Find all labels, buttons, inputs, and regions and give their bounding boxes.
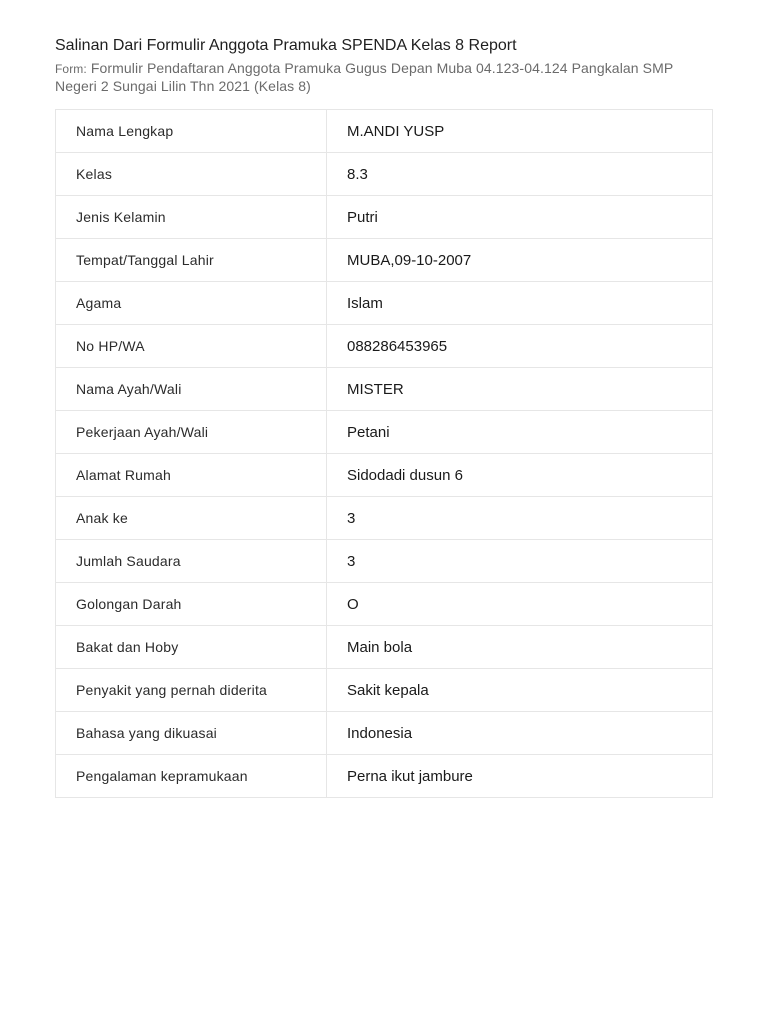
- report-title: Salinan Dari Formulir Anggota Pramuka SPENDA Kelas 8 Report: [55, 37, 517, 54]
- table-row: [56, 239, 713, 282]
- field-label: Nama Lengkap: [56, 110, 327, 153]
- table-row: [56, 583, 713, 626]
- field-value: 3: [327, 497, 713, 540]
- table-row: [56, 153, 713, 196]
- table-row: [56, 497, 713, 540]
- form-subtitle: [55, 60, 713, 95]
- report-page: [55, 36, 713, 798]
- table-row: [56, 626, 713, 669]
- field-label: Alamat Rumah: [56, 454, 327, 497]
- field-value: Sidodadi dusun 6: [327, 454, 713, 497]
- table-row: [56, 755, 713, 798]
- table-row: [56, 411, 713, 454]
- field-value: Islam: [327, 282, 713, 325]
- table-row: [56, 282, 713, 325]
- form-name: Formulir Pendaftaran Anggota Pramuka Gugus Depan Muba 04.123-04.124 Pangkalan SMP Negeri 2 Sungai Lilin Thn 2021 (Kelas 8): [55, 60, 674, 94]
- field-value: Main bola: [327, 626, 713, 669]
- field-label: Bahasa yang dikuasai: [56, 712, 327, 755]
- field-value: 8.3: [327, 153, 713, 196]
- field-value: 088286453965: [327, 325, 713, 368]
- table-row: [56, 540, 713, 583]
- field-value: O: [327, 583, 713, 626]
- table-row: [56, 368, 713, 411]
- field-label: Kelas: [56, 153, 327, 196]
- field-label: Jenis Kelamin: [56, 196, 327, 239]
- field-label: Golongan Darah: [56, 583, 327, 626]
- table-row: [56, 712, 713, 755]
- field-label: Nama Ayah/Wali: [56, 368, 327, 411]
- field-label: Jumlah Saudara: [56, 540, 327, 583]
- field-label: No HP/WA: [56, 325, 327, 368]
- table-row: [56, 454, 713, 497]
- field-label: Bakat dan Hoby: [56, 626, 327, 669]
- field-label: Anak ke: [56, 497, 327, 540]
- field-value: Indonesia: [327, 712, 713, 755]
- table-row: [56, 110, 713, 153]
- field-value: Putri: [327, 196, 713, 239]
- field-label: Penyakit yang pernah diderita: [56, 669, 327, 712]
- form-label: Form:: [55, 62, 87, 76]
- field-value: MISTER: [327, 368, 713, 411]
- field-value: Sakit kepala: [327, 669, 713, 712]
- table-row: [56, 196, 713, 239]
- field-value: MUBA,09-10-2007: [327, 239, 713, 282]
- field-value: 3: [327, 540, 713, 583]
- field-value: Petani: [327, 411, 713, 454]
- field-value: Perna ikut jambure: [327, 755, 713, 798]
- field-value: M.ANDI YUSP: [327, 110, 713, 153]
- field-label: Tempat/Tanggal Lahir: [56, 239, 327, 282]
- field-label: Pekerjaan Ayah/Wali: [56, 411, 327, 454]
- table-row: [56, 325, 713, 368]
- report-table: [55, 109, 713, 798]
- field-label: Agama: [56, 282, 327, 325]
- field-label: Pengalaman kepramukaan: [56, 755, 327, 798]
- table-row: [56, 669, 713, 712]
